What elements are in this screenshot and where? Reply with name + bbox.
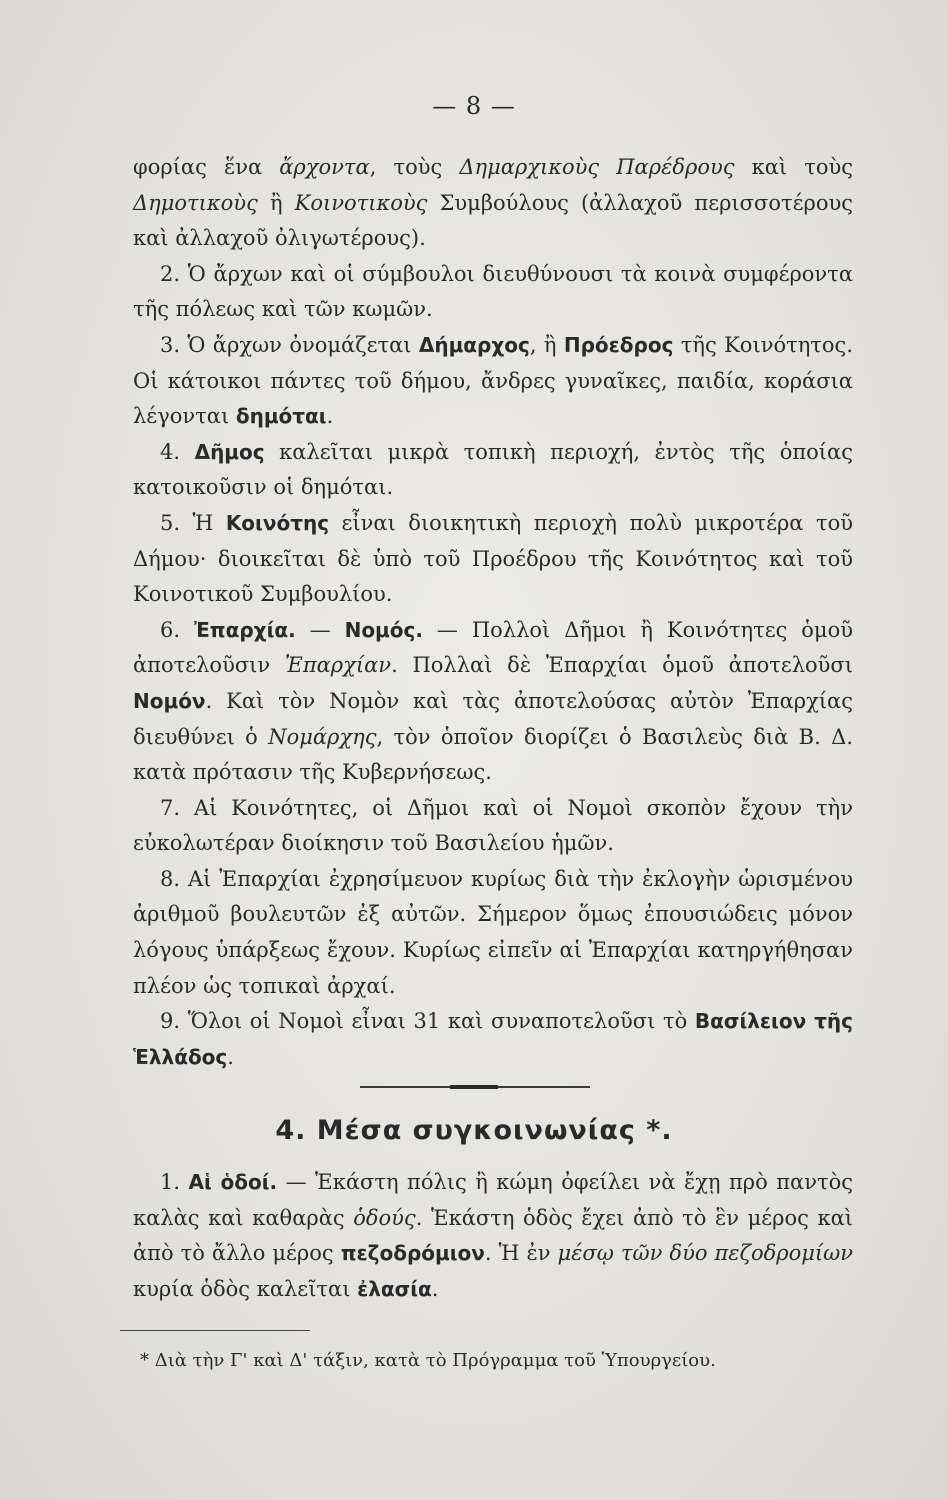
paragraph-0-run-2: , τοὺς	[369, 155, 460, 179]
paragraph-9-run-1: Βασίλειον τῆς Ἑλλάδος	[133, 1009, 853, 1069]
paragraph-6-run-2: —	[295, 617, 345, 642]
paragraph-8	[133, 862, 853, 1004]
paragraph-3-run-3: Πρόεδρος	[563, 332, 674, 357]
page-number: — 8 —	[432, 92, 516, 120]
section-paragraph-1-run-6: . Ἡ ἐν	[484, 1241, 558, 1266]
section-divider	[360, 1086, 590, 1088]
section-text	[133, 1165, 853, 1307]
paragraph-6	[133, 613, 853, 791]
paragraph-5-run-0: 5. Ἡ	[160, 510, 226, 535]
footnote: * Διὰ τὴν Γ' καὶ Δ' τάξιν, κατὰ τὸ Πρόγραμμα τοῦ Ὑπουργείου.	[140, 1350, 716, 1371]
paragraph-4	[133, 435, 853, 506]
section-paragraph-1-run-5: πεζοδρόμιον	[340, 1241, 485, 1266]
paragraph-3-run-2: , ἢ	[529, 332, 564, 357]
footnote-divider	[120, 1330, 310, 1331]
section-title: 4. Μέσα συγκοινωνίας *.	[275, 1115, 673, 1146]
section-paragraph-1-run-9: ἐλασία	[357, 1276, 432, 1301]
paragraph-8-run-0: 8. Αἱ Ἐπαρχίαι ἐχρησίμευον κυρίως διὰ τὴν ἐκλογὴν ὡρισμένου ἀριθμοῦ βουλευτῶν ἐξ αὐτῶν. Σήμερον ὅμως ἐπουσιώδεις μόνον λόγους ὑπάρξεως ἔχουν. Κυρίως εἰπεῖν αἱ Ἐπαρχίαι κατηργήθησαν πλέον ὡς τοπικαὶ ἀρχαί.	[133, 866, 853, 998]
paragraph-9	[133, 1004, 853, 1075]
paragraph-5-run-1: Κοινότης	[225, 510, 330, 535]
paragraph-0-run-6: ἢ	[257, 190, 295, 215]
section-paragraph-1-run-7: μέσῳ τῶν δύο πεζοδρομίων	[557, 1241, 853, 1266]
paragraph-9-run-0: 9. Ὅλοι οἱ Νομοὶ εἶναι 31 καὶ συναποτελοῦσι τὸ	[160, 1009, 695, 1034]
paragraph-6-run-1: Ἐπαρχία.	[193, 617, 296, 642]
section-paragraph-1	[133, 1165, 853, 1307]
paragraph-3-run-0: 3. Ὁ ἄρχων ὀνομάζεται	[160, 332, 419, 357]
paragraph-5-run-2: εἶναι διοικητικὴ περιοχὴ πολὺ μικροτέρα τοῦ Δήμου· διοικεῖται δὲ ὑπὸ τοῦ Προέδρου τῆς Κοινότητος καὶ τοῦ Κοινοτικοῦ Συμβουλίου.	[133, 510, 853, 607]
paragraph-6-run-3: Νομός.	[344, 617, 423, 642]
paragraph-6-run-8: . Καὶ τὸν Νομὸν καὶ τὰς ἀποτελούσας αὐτὸν Ἐπαρχίας διευθύνει ὁ	[133, 688, 853, 749]
paragraph-6-run-4: — Πολλοὶ Δῆμοι ἢ Κοινότητες ὁμοῦ ἀποτελοῦσιν	[133, 617, 853, 678]
paragraph-0	[133, 150, 853, 257]
paragraph-3	[133, 328, 853, 435]
section-paragraph-1-run-1: Αἱ ὁδοί.	[188, 1170, 278, 1194]
paragraph-6-run-0: 6.	[160, 617, 194, 642]
section-paragraph-1-run-4: . Ἑκάστη ὁδὸς ἔχει ἀπὸ τὸ ἓν μέρος καὶ ἀπὸ τὸ ἄλλο μέρος	[133, 1205, 853, 1266]
section-paragraph-1-run-2: — Ἑκάστη πόλις ἢ κώμη ὀφείλει νὰ ἔχῃ πρὸ παντὸς καλὰς καὶ καθαρὰς	[133, 1170, 853, 1230]
paragraph-2	[133, 257, 853, 328]
paragraph-3-run-5: δημόται	[235, 404, 327, 429]
paragraph-6-run-7: Νομόν	[133, 688, 206, 713]
paragraph-4-run-1: Δῆμος	[194, 439, 265, 464]
paragraph-4-run-0: 4.	[160, 439, 195, 464]
paragraph-3-run-4: τῆς Κοινότητος. Οἱ κάτοικοι πάντες τοῦ δήμου, ἄνδρες γυναῖκες, παιδία, κοράσια λέγονται	[133, 332, 853, 429]
paragraph-0-run-1: ἄρχοντα	[279, 155, 370, 179]
section-paragraph-1-run-8: κυρία ὁδὸς καλεῖται	[133, 1276, 358, 1301]
paragraph-0-run-3: Δημαρχικοὺς Παρέδρους	[459, 155, 735, 179]
paragraph-7-run-0: 7. Αἱ Κοινότητες, οἱ Δῆμοι καὶ οἱ Νομοὶ σκοπὸν ἔχουν τὴν εὐκολωτέραν διοίκησιν τοῦ Βασιλείου ἡμῶν.	[133, 795, 853, 856]
paragraph-2-run-0: 2. Ὁ ἄρχων καὶ οἱ σύμβουλοι διευθύνουσι τὰ κοινὰ συμφέροντα τῆς πόλεως καὶ τῶν κωμῶν.	[133, 261, 853, 322]
paragraph-7	[133, 791, 853, 862]
section-paragraph-1-run-3: ὁδούς	[353, 1205, 416, 1230]
paragraph-6-run-9: Νομάρχης	[268, 724, 377, 749]
paragraph-9-run-2: .	[227, 1044, 234, 1069]
paragraph-6-run-6: . Πολλαὶ δὲ Ἐπαρχίαι ὁμοῦ ἀποτελοῦσι	[391, 653, 853, 678]
main-text	[133, 150, 853, 1075]
paragraph-0-run-4: καὶ τοὺς	[734, 155, 853, 179]
paragraph-0-run-7: Κοινοτικοὺς	[294, 190, 428, 215]
paragraph-0-run-5: Δημοτικοὺς	[133, 190, 258, 215]
paragraph-3-run-1: Δήμαρχος	[418, 332, 530, 357]
paragraph-4-run-2: καλεῖται μικρὰ τοπικὴ περιοχή, ἐντὸς τῆς ὁποίας κατοικοῦσιν οἱ δημόται.	[133, 439, 853, 500]
section-paragraph-1-run-0: 1.	[160, 1170, 189, 1194]
paragraph-6-run-10: , τὸν ὁποῖον διορίζει ὁ Βασιλεὺς διὰ Β. Δ. κατὰ πρότασιν τῆς Κυβερνήσεως.	[133, 724, 853, 785]
paragraph-6-run-5: Ἐπαρχίαν	[284, 653, 392, 678]
paragraph-0-run-0: φορίας ἕνα	[133, 155, 280, 179]
section-paragraph-1-run-10: .	[431, 1276, 439, 1301]
paragraph-0-run-8: Συμβούλους (ἀλλαχοῦ περισσοτέρους καὶ ἀλλαχοῦ ὀλιγωτέρους).	[133, 190, 853, 251]
paragraph-5	[133, 506, 853, 613]
paragraph-3-run-6: .	[326, 404, 334, 429]
